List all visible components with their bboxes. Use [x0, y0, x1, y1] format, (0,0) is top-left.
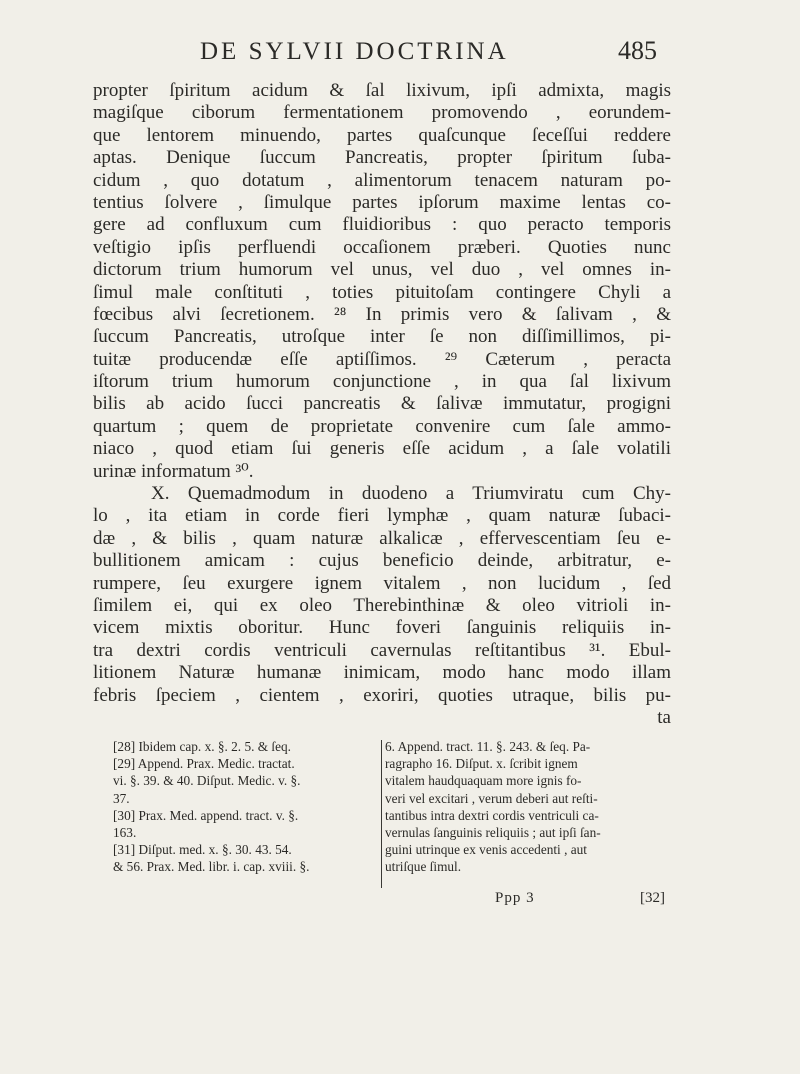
footnote-line: vitalem haudquaquam more ignis fo- [385, 773, 582, 789]
footnote-line: tantibus intra dextri cordis ventriculi ca- [385, 807, 599, 823]
footnote-line: vernulas ſanguinis reliquiis ; aut ipſi ſan- [385, 824, 601, 840]
text-line: aptas. Denique ſuccum Pancreatis, propter ſpiritum ſuba- [93, 147, 671, 169]
text-line: propter ſpiritum acidum & ſal lixivum, ipſi admixta, magis [93, 80, 671, 101]
footnote-line: guini utrinque ex venis accedenti , aut [385, 842, 587, 858]
footnote-line: [30] Prax. Med. append. tract. v. §. [113, 807, 299, 823]
footnote-line: ragrapho 16. Diſput. x. ſcribit ignem [385, 756, 578, 772]
text-line: tra dextri cordis ventriculi cavernulas reſtitantibus ³¹. Ebul- [93, 639, 671, 661]
text-line: rumpere, ſeu exurgere ignem vitalem , non lucidum , ſed [93, 572, 671, 594]
footnote-line: [29] Append. Prax. Medic. tractat. [113, 756, 295, 772]
running-head [0, 30, 800, 70]
footnotes-right-column [385, 738, 673, 876]
text-line-continuation: ta [657, 706, 671, 728]
text-line: tuitæ producendæ eſſe aptiſſimos. ²⁹ Cæterum , peracta [93, 348, 671, 370]
footnote-line: 6. Append. tract. 11. §. 243. & ſeq. Pa- [385, 739, 591, 754]
footnote-line: veri vel excitari , verum deberi aut reſti- [385, 790, 598, 806]
text-line: iſtorum trium humorum conjunctione , in qua ſal lixivum [93, 371, 671, 393]
text-line: ſuccum Pancreatis, utroſque inter ſe non diſſimillimos, pi- [93, 326, 671, 348]
footnote-line: 163. [113, 824, 137, 840]
footnote-line: 37. [113, 790, 130, 806]
text-line: fœcibus alvi ſecretionem. ²⁸ In primis vero & ſalivam , & [93, 303, 671, 325]
footnote-line: [28] Ibidem cap. x. §. 2. 5. & ſeq. [113, 739, 291, 754]
text-line: bilis ab acido ſucci pancreatis & ſalivæ immutatur, progigni [93, 393, 671, 415]
catchword: [32] [640, 890, 665, 906]
main-text [93, 80, 671, 729]
text-line: ſimul male conſtituti , toties pituitoſam contingere Chyli a [93, 281, 671, 303]
column-divider [381, 740, 382, 888]
footnote-line: utriſque ſimul. [385, 859, 462, 875]
text-line: dictorum trium humorum vel unus, vel duo , vel omnes in- [93, 259, 671, 281]
running-title: DE SYLVII DOCTRINA [200, 38, 509, 65]
text-line: magiſque ciborum fermentationem promovendo , eorundem- [93, 102, 671, 124]
text-line: veſtigio ipſis perfluendi occaſionem præberi. Quoties nunc [93, 236, 671, 258]
page-number: 485 [618, 36, 657, 65]
text-line: ſimilem ei, qui ex oleo Therebinthinæ & oleo vitrioli in- [93, 594, 671, 616]
text-line: bullitionem amicam : cujus beneficio deinde, arbitratur, e- [93, 550, 671, 572]
text-line: quartum ; quem de proprietate convenire cum ſale ammo- [93, 415, 671, 437]
text-line: cidum , quo dotatum , alimentorum tenacem naturam po- [93, 169, 671, 191]
signature-mark: Ppp 3 [495, 890, 535, 906]
text-line: vicem mixtis oboritur. Hunc foveri ſanguinis reliquiis in- [93, 617, 671, 639]
text-line: lo , ita etiam in corde fieri lymphæ , quam naturæ ſubaci- [93, 505, 671, 527]
text-line: niaco , quod etiam ſui generis eſſe acidum , a ſale volatili [93, 438, 671, 460]
footnote-line: vi. §. 39. & 40. Diſput. Medic. v. §. [113, 773, 301, 789]
text-line: que lentorem minuendo, partes quaſcunque ſeceſſui reddere [93, 124, 671, 146]
text-line: febris ſpeciem , cientem , exoriri, quoties utraque, bilis pu- [93, 684, 671, 706]
text-line: gere ad confluxum cum fluidioribus : quo peracto temporis [93, 214, 671, 236]
section-x-start: X. Quemadmodum in duodeno a Triumviratu cum Chy- [151, 483, 671, 505]
footnote-line: & 56. Prax. Med. libr. i. cap. xviii. §. [113, 859, 310, 875]
text-line: dæ , & bilis , quam naturæ alkalicæ , effervescentiam ſeu e- [93, 527, 671, 549]
text-line: tentius ſolvere , ſimulque partes ipſorum maxime lentas co- [93, 191, 671, 213]
footnotes-left-column [113, 738, 375, 876]
footnote-line: [31] Diſput. med. x. §. 30. 43. 54. [113, 842, 292, 858]
text-line: litionem Naturæ humanæ inimicam, modo hanc modo illam [93, 662, 671, 684]
text-line: urinæ informatum ³⁰. [93, 460, 254, 482]
footnotes [113, 738, 673, 908]
